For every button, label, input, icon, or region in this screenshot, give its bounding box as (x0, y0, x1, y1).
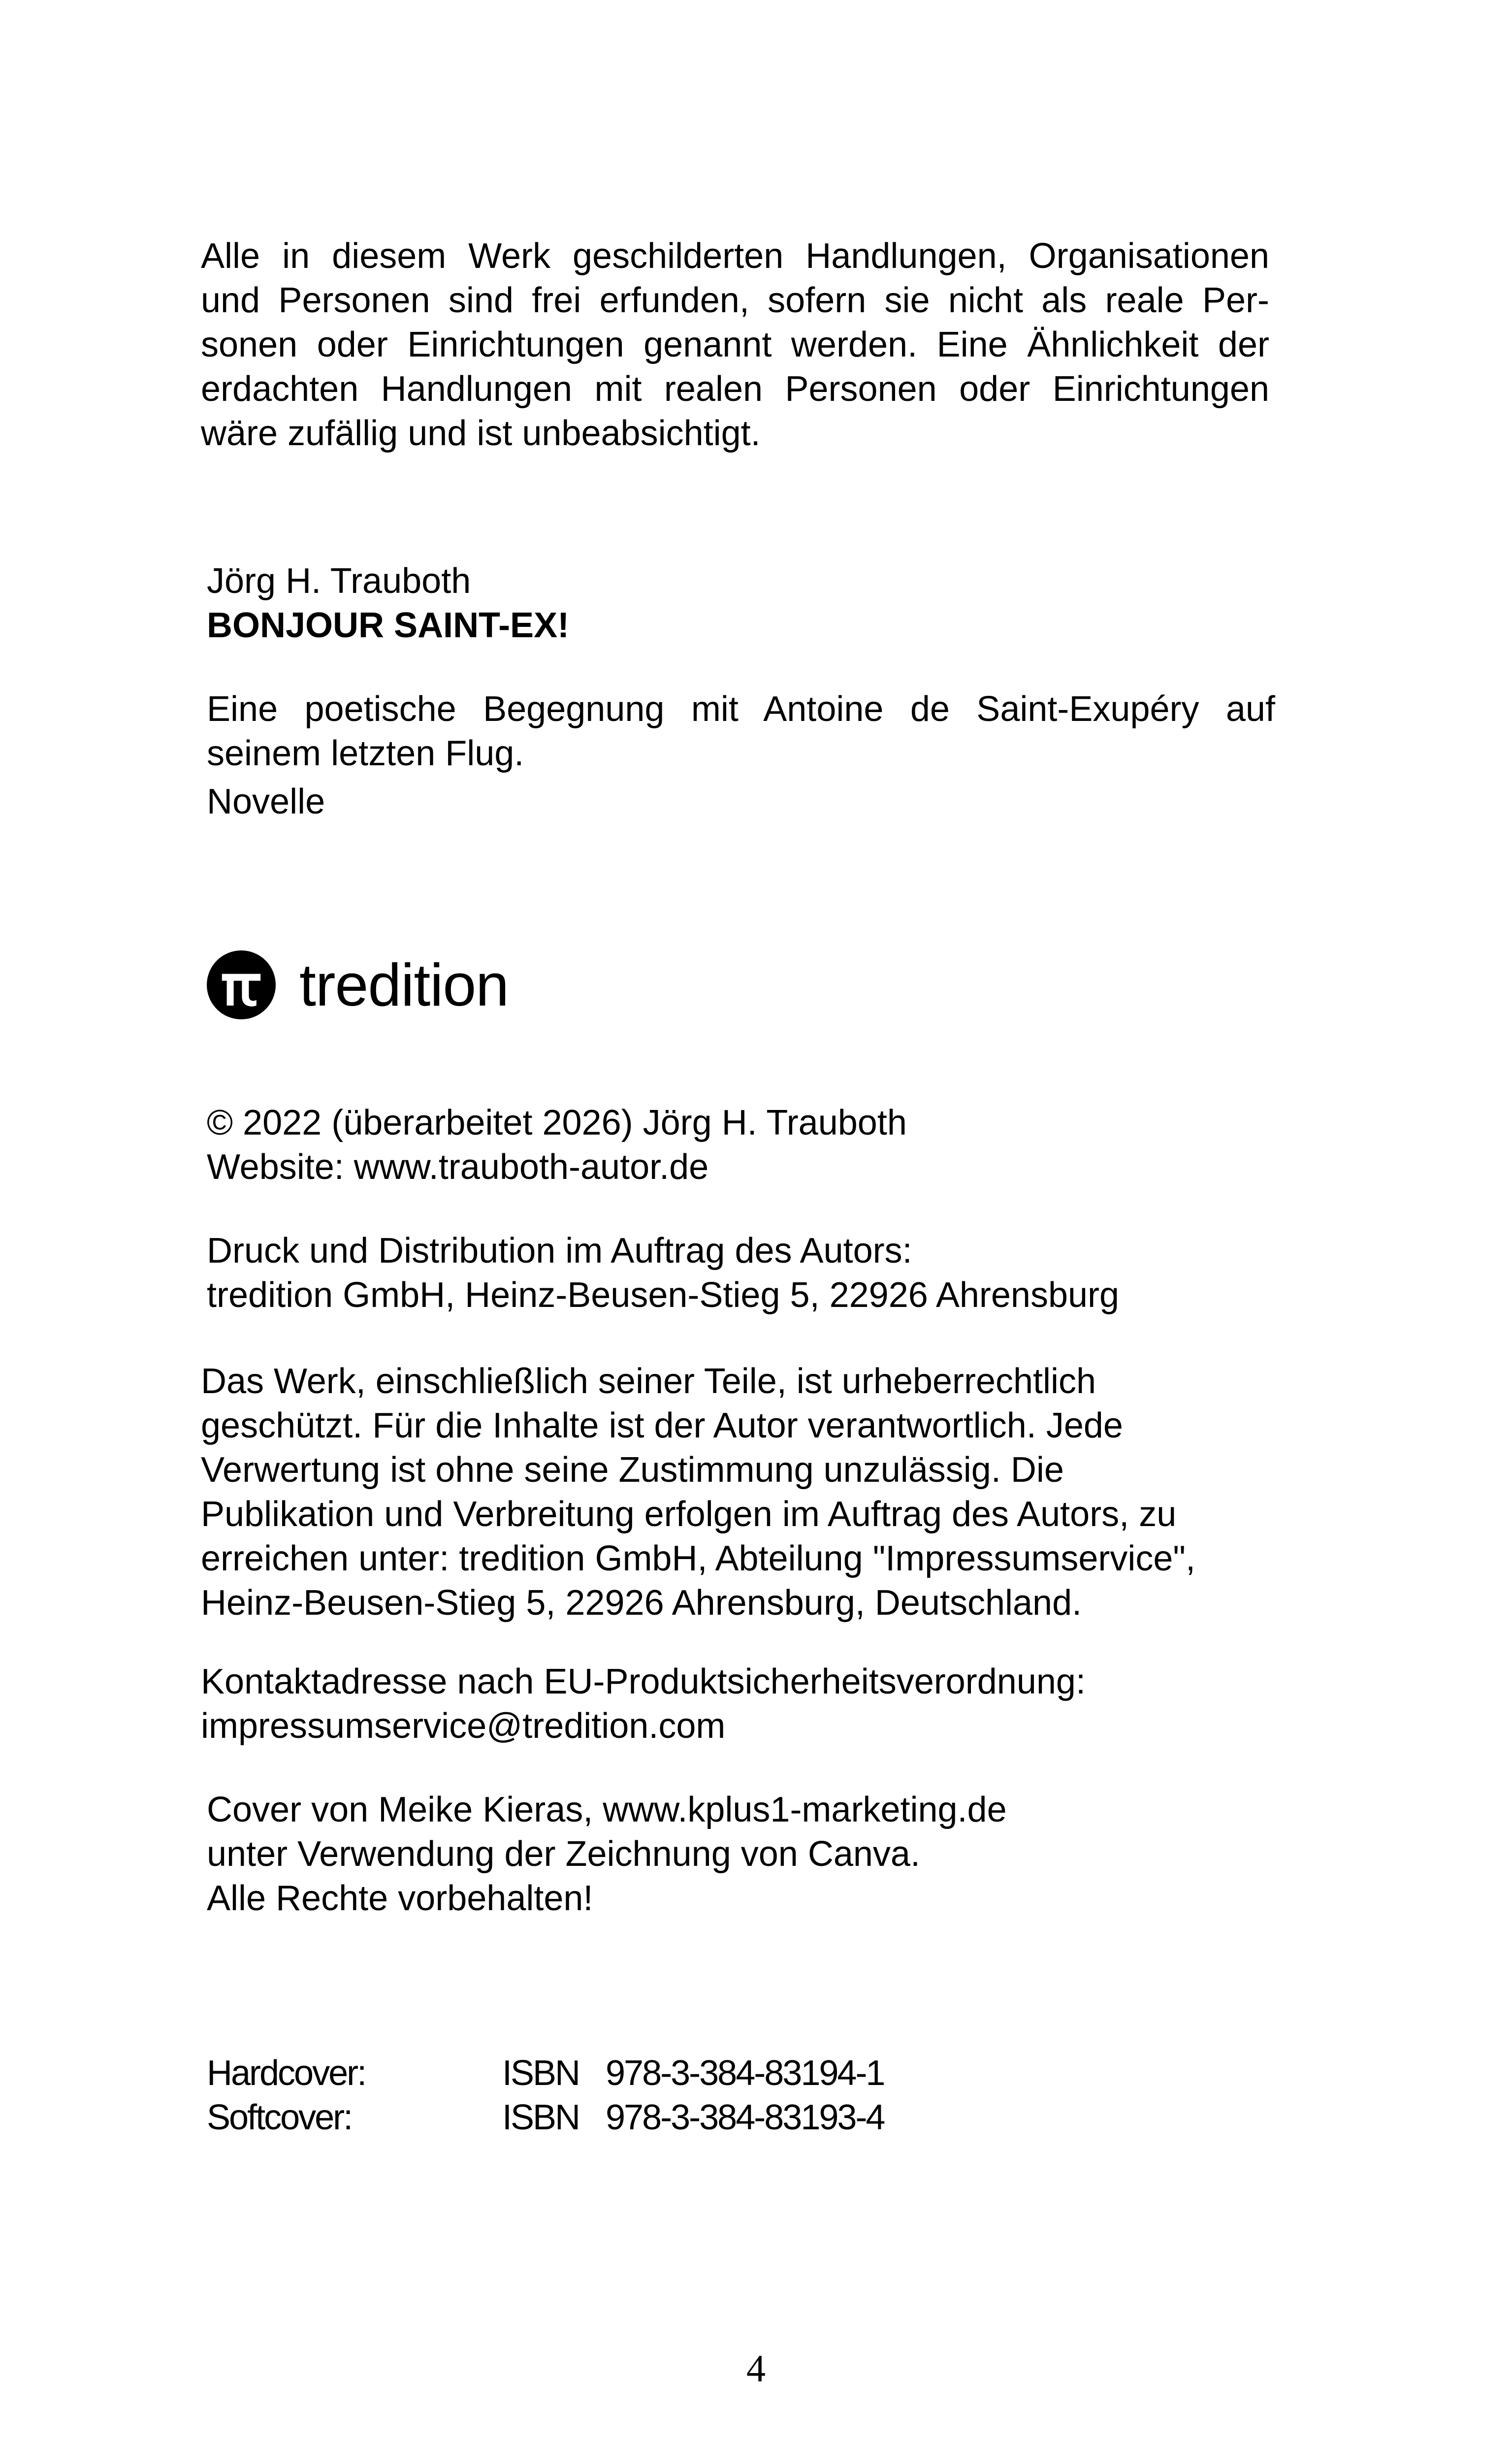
rights-line: Publikation und Verbreitung erfolgen im Auftrag des Autors, zu (201, 1495, 1177, 1534)
disclaimer-line: Alle in diesem Werk geschilderten Handlungen, Organisationen (201, 236, 1269, 276)
rights-line: Verwertung ist ohne seine Zustimmung unzulässig. Die (201, 1450, 1064, 1490)
disclaimer-line: erdachten Handlungen mit realen Personen oder Einrichtungen (201, 369, 1269, 409)
book-genre: Novelle (207, 782, 325, 821)
author-name: Jörg H. Trauboth (207, 561, 471, 601)
book-subtitle-line: Eine poetische Begegnung mit Antoine de Saint-Exupéry auf (207, 689, 1275, 729)
rights-line: Das Werk, einschließlich seiner Teile, ist urheberrechtlich (201, 1362, 1096, 1401)
tredition-logo-icon (207, 950, 276, 1019)
printing-block (207, 1229, 1119, 1317)
disclaimer-line: sonen oder Einrichtungen genannt werden. Eine Ähnlichkeit der (201, 325, 1269, 364)
publisher-logo (207, 948, 561, 1022)
rights-line: geschützt. Für die Inhalte ist der Autor verantwortlich. Jede (201, 1406, 1123, 1445)
contact-email: impressumservice@tredition.com (201, 1706, 726, 1746)
isbn-number: 978-3-384-83194-1 (606, 2053, 884, 2093)
book-subtitle-block (207, 687, 1275, 824)
isbn-format: Softcover: (207, 2098, 352, 2137)
isbn-label: ISBN (502, 2053, 579, 2093)
isbn-list (207, 2051, 884, 2140)
rights-line: Heinz-Beusen-Stieg 5, 22926 Ahrensburg, Deutschland. (201, 1583, 1082, 1623)
isbn-row (207, 2095, 884, 2140)
cover-credit-line: Alle Rechte vorbehalten! (207, 1879, 593, 1918)
disclaimer-line: und Personen sind frei erfunden, sofern sie nicht als reale Per- (201, 281, 1269, 320)
contact-block (201, 1660, 1086, 1748)
printing-line: Druck und Distribution im Auftrag des Autors: (207, 1231, 912, 1270)
rights-paragraph (201, 1359, 1195, 1625)
book-title-block (207, 559, 1275, 648)
publisher-address: tredition GmbH, Heinz-Beusen-Stieg 5, 22926 Ahrensburg (207, 1275, 1120, 1315)
rights-line: erreichen unter: tredition GmbH, Abteilung "Impressumservice", (201, 1539, 1195, 1578)
disclaimer-line: wäre zufällig und ist unbeabsichtigt. (201, 414, 761, 453)
book-title: BONJOUR SAINT-EX! (207, 606, 570, 645)
page-number: 4 (746, 2347, 766, 2390)
book-subtitle-line: seinem letzten Flug. (207, 734, 524, 773)
isbn-format: Hardcover: (207, 2053, 366, 2093)
disclaimer-paragraph (201, 234, 1269, 456)
author-website: Website: www.trauboth-autor.de (207, 1147, 709, 1187)
copyright-line: © 2022 (überarbeitet 2026) Jörg H. Trauboth (207, 1103, 907, 1142)
isbn-row (207, 2051, 884, 2095)
isbn-number: 978-3-384-83193-4 (606, 2098, 884, 2137)
cover-credit-line: Cover von Meike Kieras, www.kplus1-marketing.de (207, 1790, 1007, 1829)
cover-credit-line: unter Verwendung der Zeichnung von Canva. (207, 1834, 920, 1874)
isbn-label: ISBN (502, 2098, 579, 2137)
cover-credits (207, 1788, 1007, 1921)
copyright-block (207, 1101, 907, 1189)
contact-label: Kontaktadresse nach EU-Produktsicherheitsverordnung: (201, 1662, 1086, 1701)
publisher-name: tredition (299, 951, 509, 1018)
